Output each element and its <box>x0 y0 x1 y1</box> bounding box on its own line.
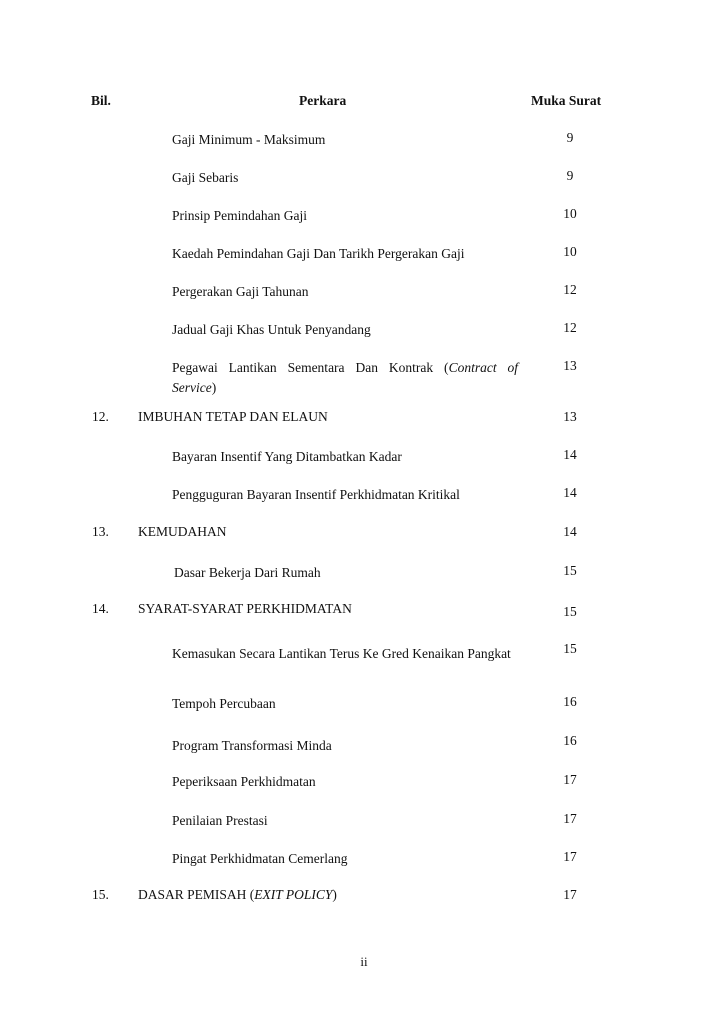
toc-subitem-title: Kemasukan Secara Lantikan Terus Ke Gred Kenaikan Pangkat <box>172 646 511 661</box>
toc-subitem-title: Kaedah Pemindahan Gaji Dan Tarikh Pergerakan Gaji <box>172 246 465 261</box>
toc-section-number: 12. <box>92 409 109 424</box>
toc-section-title-text: ) <box>332 887 337 902</box>
footer-page-number: ii <box>360 954 368 969</box>
toc-page-number: 14 <box>563 447 577 462</box>
toc-page-number: 16 <box>563 733 577 748</box>
toc-page-number: 13 <box>563 409 577 424</box>
toc-page-number: 13 <box>563 358 577 373</box>
toc-section-title: IMBUHAN TETAP DAN ELAUN <box>138 409 328 424</box>
toc-header-muka-surat: Muka Surat <box>531 93 602 108</box>
toc-subitem-title: Pengguguran Bayaran Insentif Perkhidmatan Kritikal <box>172 487 460 502</box>
toc-subitem-title: Pergerakan Gaji Tahunan <box>172 284 309 299</box>
toc-header-perkara: Perkara <box>299 93 347 108</box>
toc-subitem-title: Peperiksaan Perkhidmatan <box>172 774 316 789</box>
toc-section-title: SYARAT-SYARAT PERKHIDMATAN <box>138 601 352 616</box>
toc-section-title-text: DASAR PEMISAH ( <box>138 887 255 902</box>
toc-page-number: 15 <box>563 604 577 619</box>
toc-section-number: 15. <box>92 887 109 902</box>
toc-subitem-title: Tempoh Percubaan <box>172 696 276 711</box>
toc-subitem-title: Gaji Minimum - Maksimum <box>172 132 326 147</box>
toc-page-number: 12 <box>563 320 577 335</box>
toc-page-number: 17 <box>563 887 577 902</box>
toc-subitem-title: Jadual Gaji Khas Untuk Penyandang <box>172 322 371 337</box>
toc-subitem-title: Prinsip Pemindahan Gaji <box>172 208 307 223</box>
toc-page-number: 14 <box>563 524 577 539</box>
toc-subitem-title <box>172 358 518 398</box>
toc-subitem-title: Penilaian Prestasi <box>172 813 268 828</box>
toc-page-number: 16 <box>563 694 577 709</box>
toc-section-title-italic: EXIT POLICY <box>254 887 333 902</box>
toc-subitem-title: Gaji Sebaris <box>172 170 239 185</box>
toc-section-number: 13. <box>92 524 109 539</box>
toc-section-title <box>138 887 337 903</box>
toc-subitem-title-italic: Contract of <box>448 360 518 375</box>
toc-subitem-title: Pingat Perkhidmatan Cemerlang <box>172 851 348 866</box>
toc-page-number: 9 <box>566 130 574 145</box>
toc-page-number: 17 <box>563 849 577 864</box>
toc-page-number: 17 <box>563 772 577 787</box>
toc-header-bil: Bil. <box>91 93 111 108</box>
toc-subitem-title: Bayaran Insentif Yang Ditambatkan Kadar <box>172 449 402 464</box>
toc-subitem-title: Dasar Bekerja Dari Rumah <box>174 565 321 580</box>
toc-page-number: 9 <box>566 168 574 183</box>
toc-subitem-title-text: ) <box>211 380 217 395</box>
toc-subitem-title: Program Transformasi Minda <box>172 738 332 753</box>
toc-section-title: KEMUDAHAN <box>138 524 227 539</box>
toc-page-number: 10 <box>563 206 577 221</box>
toc-page-number: 17 <box>563 811 577 826</box>
toc-subitem-title-text: Pegawai Lantikan Sementara Dan Kontrak ( <box>172 360 449 375</box>
toc-section-number: 14. <box>92 601 109 616</box>
toc-subitem-title-italic: Service <box>172 380 212 395</box>
toc-page-number: 14 <box>563 485 577 500</box>
toc-page-number: 12 <box>563 282 577 297</box>
toc-page-number: 15 <box>563 563 577 578</box>
toc-page-number: 10 <box>563 244 577 259</box>
toc-page-number: 15 <box>563 641 577 656</box>
